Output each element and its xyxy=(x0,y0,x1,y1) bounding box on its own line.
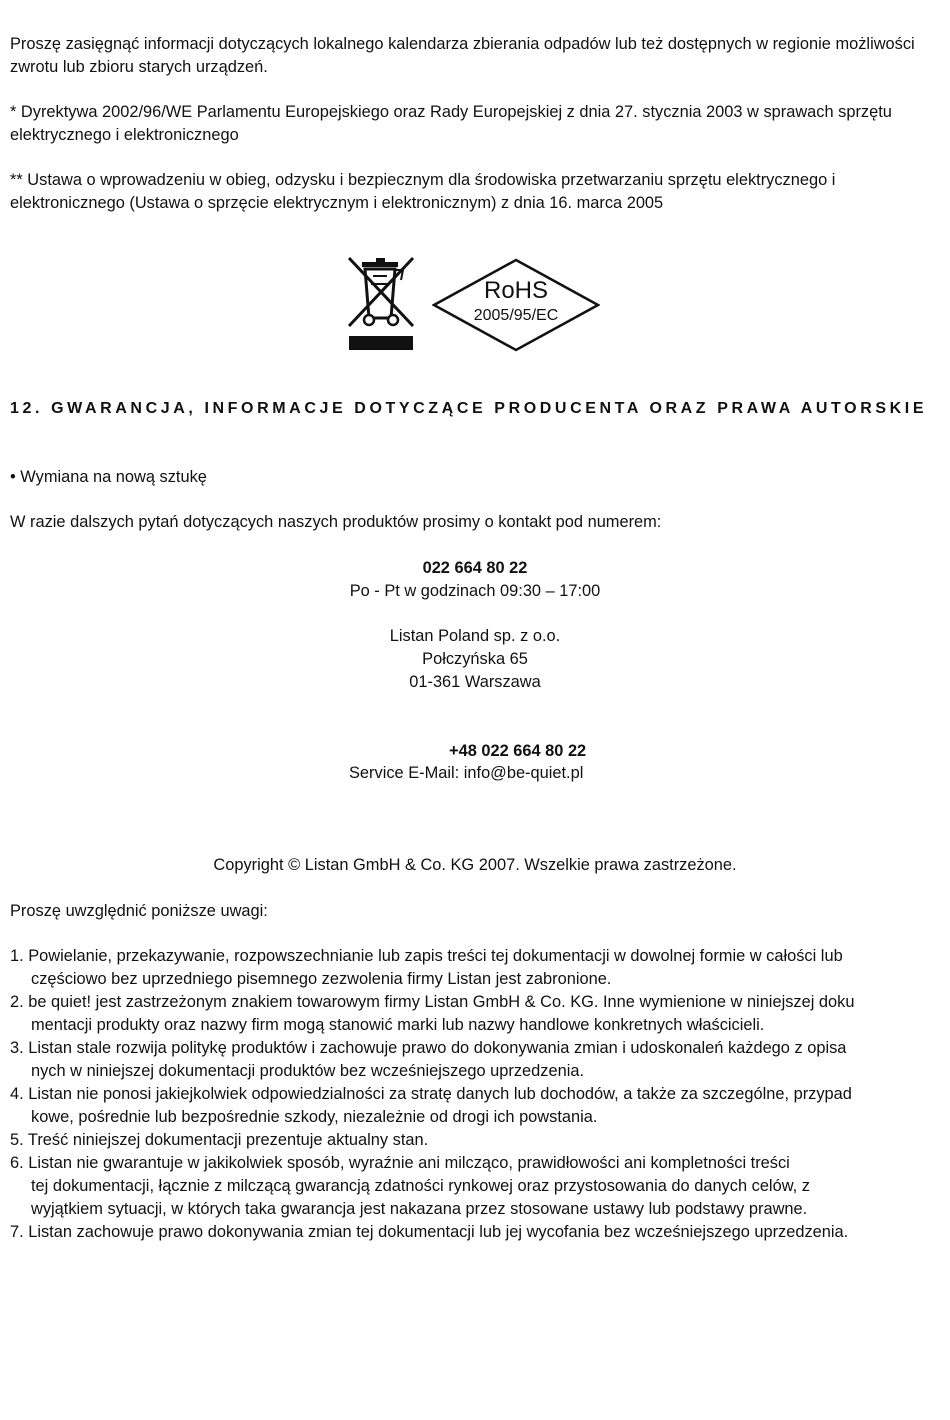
note-item xyxy=(10,1129,940,1152)
note-continuation-line: kowe, pośrednie lub bezpośrednie szkody, niezależnie od drogi ich powstania. xyxy=(31,1108,598,1126)
copyright-notice xyxy=(0,854,950,877)
notes-intro: Proszę uwzględnić poniższe uwagi: xyxy=(10,902,268,920)
intro-block xyxy=(10,33,935,237)
note-first-line: 5. Treść niniejszej dokumentacji prezentuje aktualny stan. xyxy=(10,1131,429,1149)
note-item xyxy=(10,1037,940,1083)
note-item xyxy=(10,1083,940,1129)
crossed-out-wheelie-bin-icon xyxy=(347,256,417,352)
notes-list xyxy=(10,945,940,1244)
note-continuation-line: częściowo bez uprzedniego pisemnego zezwolenia firmy Listan jest zabronione. xyxy=(31,970,612,988)
phone-number: 022 664 80 22 xyxy=(422,559,528,577)
law-footnote: ** Ustawa o wprowadzeniu w obieg, odzysku i bezpiecznym dla środowiska przetwarzaniu sprzętu elektrycznego i elektronicznego (Ustawa o sprzęcie elektrycznym i elektronicznym) z dnia 16. marca 2005 xyxy=(10,171,836,212)
note-continuation-line: tej dokumentacji, łącznie z milczącą gwarancją zdatności rynkowej oraz przystosowania do danych celów, z xyxy=(31,1177,810,1195)
note-continuation-line: nych w niniejszej dokumentacji produktów bez wcześniejszego uprzedzenia. xyxy=(31,1062,585,1080)
phone-international: +48 022 664 80 22 xyxy=(449,742,587,760)
contact-block xyxy=(0,557,950,603)
directive-footnote: * Dyrektywa 2002/96/WE Parlamentu Europejskiego oraz Rady Europejskiej z dnia 27. stycznia 2003 w sprawach sprzętu elektrycznego i elektronicznego xyxy=(10,103,892,144)
copyright-text: Copyright © Listan GmbH & Co. KG 2007. Wszelkie prawa zastrzeżone. xyxy=(213,856,737,874)
note-first-line: 4. Listan nie ponosi jakiejkolwiek odpowiedzialności za stratę danych lub dochodów, a także za szczególne, przypad xyxy=(10,1085,852,1103)
note-first-line: 1. Powielanie, przekazywanie, rozpowszechnianie lub zapis treści tej dokumentacji w dowolnej formie w całości lub xyxy=(10,947,843,965)
compliance-symbols xyxy=(347,256,607,356)
rohs-title: RoHS xyxy=(483,277,549,304)
city-address: 01-361 Warszawa xyxy=(409,673,541,691)
note-first-line: 7. Listan zachowuje prawo dokonywania zmian tej dokumentacji lub jej wycofania bez wcześniejszego uprzedzenia. xyxy=(10,1223,849,1241)
address-block xyxy=(0,625,950,694)
note-item xyxy=(10,991,940,1037)
rohs-directive: 2005/95/EC xyxy=(473,307,559,324)
business-hours: Po - Pt w godzinach 09:30 – 17:00 xyxy=(349,582,601,600)
note-item xyxy=(10,1152,940,1221)
street-address: Połczyńska 65 xyxy=(422,650,528,668)
section-heading: 12. GWARANCJA, INFORMACJE DOTYCZĄCE PRODUCENTA ORAZ PRAWA AUTORSKIE xyxy=(10,400,928,417)
note-continuation-line: wyjątkiem sytuacji, w których taka gwarancja jest nakazana przez stosowane ustawy lub podstawy prawne. xyxy=(31,1200,808,1218)
note-first-line: 3. Listan stale rozwija politykę produktów i zachowuje prawo do dokonywania zmian i udoskonaleń każdego z opisa xyxy=(10,1039,847,1057)
note-first-line: 6. Listan nie gwarantuje w jakikolwiek sposób, wyraźnie ani milcząco, prawidłowości ani kompletności treści xyxy=(10,1154,790,1172)
note-first-line: 2. be quiet! jest zastrzeżonym znakiem towarowym firmy Listan GmbH & Co. KG. Inne wymienione w niniejszej doku xyxy=(10,993,855,1011)
contact-intro: W razie dalszych pytań dotyczących naszych produktów prosimy o kontakt pod numerem: xyxy=(10,513,662,531)
service-email: Service E-Mail: info@be-quiet.pl xyxy=(349,764,584,782)
note-item xyxy=(10,945,940,991)
bullet-item: • Wymiana na nową sztukę xyxy=(10,468,207,486)
note-continuation-line: mentacji produkty oraz nazwy firm mogą stanowić marki lub nazwy handlowe konkretnych właścicieli. xyxy=(31,1016,765,1034)
note-item xyxy=(10,1221,940,1244)
company-name: Listan Poland sp. z o.o. xyxy=(389,627,561,645)
rohs-mark xyxy=(432,258,600,352)
disposal-info-paragraph: Proszę zasięgnąć informacji dotyczących lokalnego kalendarza zbierania odpadów lub też dostępnych w regionie możliwości zwrotu lub zbioru starych urządzeń. xyxy=(10,35,915,76)
